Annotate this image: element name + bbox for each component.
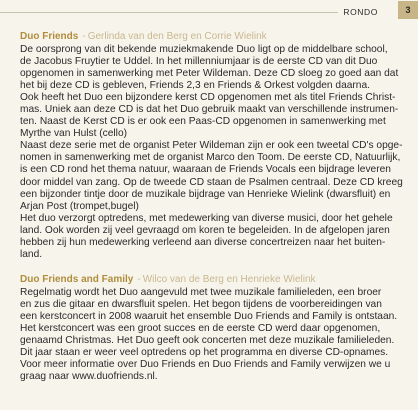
text-line: De oorsprong van dit bekende muziekmakende Duo ligt op de middelbare school, [20, 44, 388, 55]
text-line: door middel van zang. Op de tweede CD staan de Psalmen centraal. Deze CD kreeg [20, 176, 403, 188]
section-duo-friends-and-family [20, 273, 412, 383]
text-line: een bijzonder tintje door de muzikale bijdrage van Henrieke Wielink (dwarsfluit) en [20, 188, 391, 200]
page-header [0, 0, 418, 22]
text-line: graag naar www.duofriends.nl. [20, 371, 158, 383]
text-line: opgenomen in samenwerking met Peter Wildeman. Deze CD sloeg zo goed aan dat [20, 68, 399, 80]
text-line: Voor meer informatie over Duo Friends en Duo Friends and Family verwijzen we u [20, 359, 391, 371]
section-authors: Gerlinda van den Berg en Corrie Wielink [87, 31, 267, 42]
text-line: het bij deze CD is gebleven, Friends 2,3 en Friends & Orkest volgden daarna. [20, 80, 370, 92]
text-line: land. Ook worden zij veel gevraagd om koren te begeleiden. In de afgelopen jaren [20, 224, 390, 236]
text-line: hebben zij hun medewerking verleend aan diverse concertreizen naar het buiten- [20, 236, 386, 248]
text-line: Myrthe van Hulst (cello) [20, 128, 127, 140]
text-line: een kerstconcert in 2008 waaruit het ensemble Duo Friends and Family is ontstaan. [20, 310, 398, 322]
text-line: Het kerstconcert was een groot succes en de eerste CD werd daar opgenomen, [20, 322, 381, 334]
text-line: Naast deze serie met de organist Peter Wildeman zijn er ook een tweetal CD's opge- [20, 140, 403, 152]
page-number: 3 [398, 1, 418, 19]
section-body [20, 44, 412, 261]
section-heading [20, 273, 412, 286]
text-line: ten. Naast de Kerst CD is er ook een Paas-CD opgenomen in samenwerking met [20, 116, 386, 128]
section-title: Duo Friends [20, 31, 79, 42]
text-line: de Jacobus Fruytier te Uddel. In het millenniumjaar is de eerste CD van dit Duo [20, 56, 378, 68]
text-line: nomen in samenwerking met de organist Marco den Toom. De eerste CD, Natuurlijk, [20, 152, 401, 164]
text-line: Dit jaar staan er weer veel optredens op het programma en diverse CD-opnames. [20, 347, 389, 359]
section-body [20, 287, 412, 383]
text-line: genaamd Christmas. Het Duo geeft ook concerten met deze muzikale familieleden. [20, 335, 395, 347]
section-heading [20, 30, 412, 43]
text-line: land. [20, 248, 43, 260]
section-duo-friends [20, 30, 412, 261]
text-line: is een CD rond het thema natuur, waaraan de Friends Vocals een bijdrage leveren [20, 164, 391, 176]
text-line: mas. Uniek aan deze CD is dat het Duo gebruik maakt van verschillende instrumen- [20, 104, 399, 116]
section-authors: Wilco van de Berg en Henrieke Wielink [142, 273, 316, 285]
text-line: en zus die gitaar en dwarsfluit spelen. Het begon tijdens de voorbereidingen van [20, 298, 382, 310]
header-label: RONDO [343, 7, 378, 17]
section-gap [20, 261, 412, 273]
section-separator: - [137, 273, 141, 285]
page-content [20, 30, 412, 383]
section-title: Duo Friends and Family [20, 273, 134, 285]
section-separator: - [82, 31, 86, 42]
text-line: Arjan Post (trompet,bugel) [20, 200, 139, 212]
text-line: Regelmatig wordt het Duo aangevuld met twee muzikale familieleden, een broer [20, 286, 382, 298]
text-line: Het duo verzorgt optredens, met medewerking van diverse musici, door het gehele [20, 212, 393, 224]
text-line: Ook heeft het Duo een bijzondere kerst CD opgenomen met als titel Friends Christ- [20, 92, 396, 104]
header-divider [0, 12, 338, 13]
